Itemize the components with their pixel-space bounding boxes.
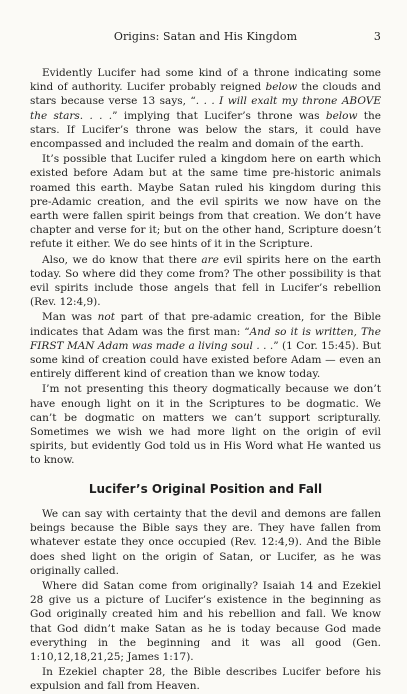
text-run: I’m not presenting this theory dogmatically because we don’t have enough light on it in the Scriptures to be dogmatic. We can’t be dogmatic on matters we can’t support scripturally. Sometimes we wish we had more light on the origin of evil spirits, but evidently God told us in His Word what He wanted us to know.: [30, 383, 381, 467]
italic-run: are: [201, 253, 219, 266]
text-run: Where did Satan come from originally? Isaiah 14 and Ezekiel 28 give us a picture of Lucifer’s existence in the beginning as God originally created him and his rebellion and fall. We know that God didn’t make Satan as he is today because God made everything in the beginning and it was all good (Gen. 1:10,12,18,21,25; James 1:17).: [30, 579, 381, 663]
text-run: Man was: [42, 311, 98, 324]
text-run: We can say with certainty that the devil and demons are fallen beings because the Bible says they are. They have fallen from whatever estate they once occupied (Rev. 12:4,9). And the Bible does shed light on the origin of Satan, or Lucifer, as he was originally called.: [30, 507, 381, 577]
paragraph: [30, 152, 381, 251]
text-run: part of that pre-adamic creation, for the Bible indicates that Adam was the first man: “: [30, 311, 381, 338]
text-run: Evidently Lucifer had some kind of a throne indicating some kind of authority. Lucifer probably reigned: [30, 67, 381, 94]
paragraph: [30, 382, 381, 467]
text-run: In Ezekiel chapter 28, the Bible describes Lucifer before his expulsion and fall from Heaven.: [30, 666, 381, 693]
paragraph-group-1: [30, 66, 381, 468]
italic-run: . . . I will exalt my throne ABOVE the stars. . . .: [30, 95, 381, 122]
text-run: the stars. If Lucifer’s throne was below the stars, it could have encompassed and included the realm and domain of the earth.: [30, 109, 381, 151]
text-run: It’s possible that Lucifer ruled a kingdom here on earth which existed before Adam but at the same time pre-historic animals roamed this earth. Maybe Satan ruled his kingdom during this pre-Adamic creation, and the evil spirits we now have on the earth were fallen spirit beings from that creation. We don’t have chapter and verse for it; but on the other hand, Scripture doesn’t refute it either. We do see hints of it in the Scripture.: [30, 153, 381, 251]
text-run: ” (1 Cor. 15:45). But some kind of creation could have existed before Adam — even an entirely different kind of creation than we know today.: [30, 339, 381, 381]
page-header: [30, 28, 381, 50]
text-run: ” implying that Lucifer’s throne was: [112, 109, 326, 122]
page-number: 3: [373, 30, 381, 43]
section-heading: Lucifer’s Original Position and Fall: [88, 481, 323, 496]
text-run: the clouds and stars because verse 13 says, “: [30, 81, 381, 108]
italic-run: And so it is written, The FIRST MAN Adam was made a living soul . . .: [30, 325, 381, 352]
paragraph: [30, 507, 381, 578]
paragraph: [30, 579, 381, 664]
paragraph-group-2: [30, 507, 381, 694]
italic-run: below: [265, 81, 298, 94]
running-title: Origins: Satan and His Kingdom: [113, 30, 298, 43]
italic-run: below: [325, 109, 358, 122]
italic-run: not: [97, 311, 115, 324]
paragraph: [30, 665, 381, 693]
paragraph: [30, 310, 381, 381]
paragraph: [30, 253, 381, 310]
text-run: evil spirits here on the earth today. So where did they come from? The other possibility is that evil spirits include those angels that fell in Lucifer’s rebellion (Rev. 12:4,9).: [30, 253, 381, 309]
paragraph: [30, 66, 381, 151]
text-run: Also, we do know that there: [42, 253, 202, 266]
page-body: [30, 66, 381, 694]
